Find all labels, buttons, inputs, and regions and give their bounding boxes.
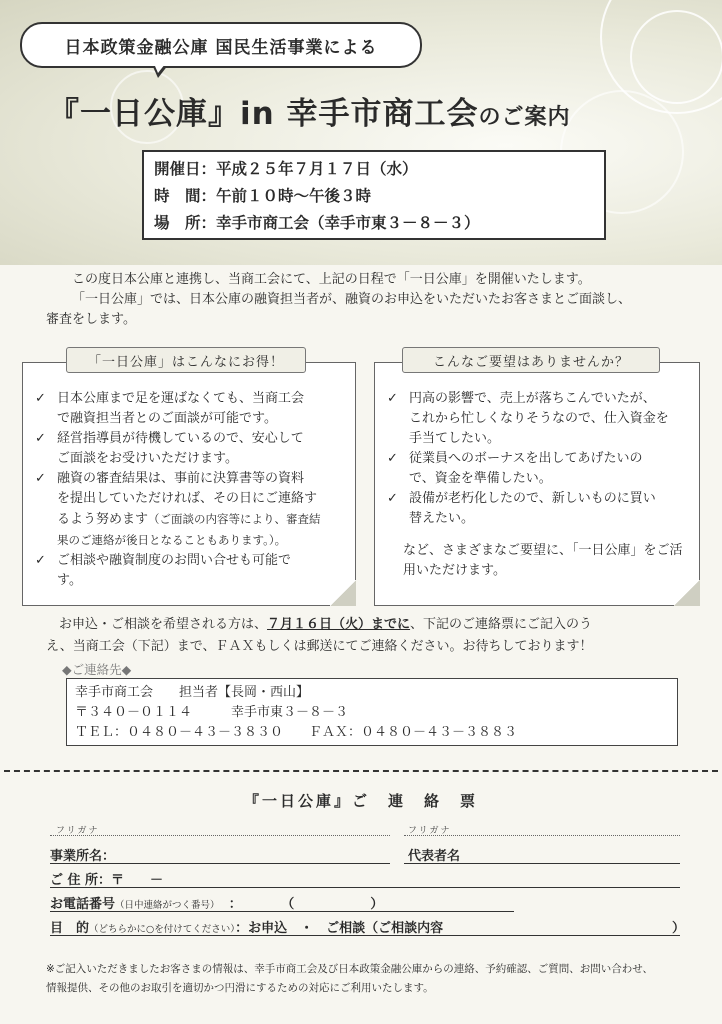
intro-line: この度日本公庫と連携し、当商工会にて、上記の日程で「一日公庫」を開催いたします。 bbox=[72, 272, 591, 287]
contact-phone-fax: ＴＥＬ：０４８０－４３－３８３０ ＦＡＸ：０４８０－４３－３８８３ bbox=[75, 725, 518, 740]
title-suffix: のご案内 bbox=[478, 105, 571, 130]
purpose-field-label: 目 的（どちらかに○を付けてください）：お申込 ・ ご相談（ご相談内容 bbox=[50, 921, 444, 936]
cut-line bbox=[4, 770, 718, 772]
contact-heading: ◆ご連絡先◆ bbox=[62, 662, 132, 677]
privacy-footnote: ※ご記入いただきましたお客さまの情報は、幸手市商工会及び日本政策金融公庫からの連絡、予約確認、ご質問、お問い合わせ、 情報提供、その他のお取引を適切かつ円滑にするための対応にご利用いたします。 bbox=[46, 963, 653, 994]
benefit-item: ✓ 経営指導員が待機しているので、安心して ご面談をお受けいただけます。 bbox=[35, 431, 304, 466]
requests-list bbox=[387, 389, 689, 581]
benefit-item: ✓ ご相談や融資制度のお問い合せも可能で す。 bbox=[35, 553, 292, 588]
benefits-box bbox=[22, 362, 356, 606]
furigana-line bbox=[50, 835, 390, 836]
purpose-close: ） bbox=[672, 921, 686, 936]
phone-field[interactable] bbox=[50, 911, 514, 912]
address-field[interactable] bbox=[50, 887, 680, 888]
intro-line: 審査をします。 bbox=[46, 312, 136, 327]
check-icon: ✓ bbox=[35, 431, 46, 446]
company-field-label: 事業所名： bbox=[50, 849, 116, 864]
apply-line: え、当商工会（下記）まで、ＦＡＸもしくは郵送にてご連絡ください。お待ちしております！ bbox=[46, 639, 593, 654]
check-icon: ✓ bbox=[35, 553, 46, 568]
check-icon: ✓ bbox=[35, 471, 46, 486]
request-item: ✓ 円高の影響で、売上が落ちこんでいたが、 これから忙しくなりそうなので、仕入資金を 手当てしたい。 bbox=[387, 391, 669, 446]
bubble-tail-inner bbox=[152, 59, 169, 73]
request-item: ✓ 従業員へのボーナスを出してあげたいの で、資金を準備したい。 bbox=[387, 451, 643, 486]
requests-note: など、さまざまなご要望に、「一日公庫」をご活 用いただけます。 bbox=[403, 543, 683, 578]
check-icon: ✓ bbox=[387, 491, 398, 506]
representative-field[interactable] bbox=[404, 863, 680, 864]
address-field-label: ご 住 所：〒 － bbox=[50, 873, 164, 888]
page-fold-decor bbox=[674, 580, 700, 606]
phone-field-label: お電話番号（日中連絡がつく番号） ： （ ） bbox=[50, 897, 384, 912]
contact-address: 〒３４０－０１１４ 幸手市東３－８－３ bbox=[75, 705, 349, 720]
event-info-box bbox=[142, 150, 606, 240]
check-icon: ✓ bbox=[387, 451, 398, 466]
check-icon: ✓ bbox=[387, 391, 398, 406]
company-field[interactable] bbox=[50, 863, 390, 864]
apply-instructions bbox=[46, 614, 696, 658]
contact-box bbox=[66, 678, 678, 746]
benefit-item: ✓ 融資の審査結果は、事前に決算書等の資料 を提出していただければ、その日にご連絡す るよう努めます（ご面談の内容等により、審査結 果のご連絡が後日となることもあります。）。 bbox=[35, 471, 321, 547]
page-title bbox=[48, 88, 688, 133]
requests-heading: こんなご要望はありませんか？ bbox=[402, 347, 660, 373]
contact-name: 幸手市商工会 担当者【長岡・西山】 bbox=[75, 685, 310, 700]
event-place: 場 所：幸手市商工会（幸手市東３－８－３） bbox=[154, 214, 480, 232]
furigana-label: フリガナ bbox=[56, 826, 100, 836]
furigana-label: フリガナ bbox=[408, 826, 452, 836]
apply-line: お申込・ご相談を希望される方は、７月１６日（火）までに、下記のご連絡票にご記入のう bbox=[59, 617, 593, 632]
page-fold-decor bbox=[330, 580, 356, 606]
intro-line: 「一日公庫」では、日本公庫の融資担当者が、融資のお申込をいただいたお客さまとご面談し、 bbox=[72, 292, 632, 307]
event-date: 開催日：平成２５年７月１７日（水） bbox=[154, 160, 418, 178]
furigana-line bbox=[404, 835, 680, 836]
form-title: 『一日公庫』ご 連 絡 票 bbox=[243, 792, 478, 810]
benefits-heading: 「一日公庫」はこんなにお得！ bbox=[66, 347, 306, 373]
apply-deadline: ７月１６日（火）までに bbox=[267, 617, 411, 632]
event-time: 時 間：午前１０時～午後３時 bbox=[154, 187, 372, 205]
purpose-field[interactable] bbox=[50, 935, 680, 936]
purpose-options[interactable]: ：お申込 ・ ご相談（ご相談内容 bbox=[235, 921, 444, 936]
request-item: ✓ 設備が老朽化したので、新しいものに買い 替えたい。 bbox=[387, 491, 656, 526]
title-main: 『一日公庫』in 幸手市商工会 bbox=[48, 96, 479, 132]
benefits-list bbox=[35, 389, 345, 591]
check-icon: ✓ bbox=[35, 391, 46, 406]
intro-text bbox=[46, 270, 686, 330]
requests-box bbox=[374, 362, 700, 606]
speech-bubble: 日本政策金融公庫 国民生活事業による bbox=[20, 22, 422, 68]
representative-field-label: 代表者名 bbox=[408, 849, 461, 864]
benefit-item: ✓ 日本公庫まで足を運ばなくても、当商工会 で融資担当者とのご面談が可能です。 bbox=[35, 391, 305, 426]
